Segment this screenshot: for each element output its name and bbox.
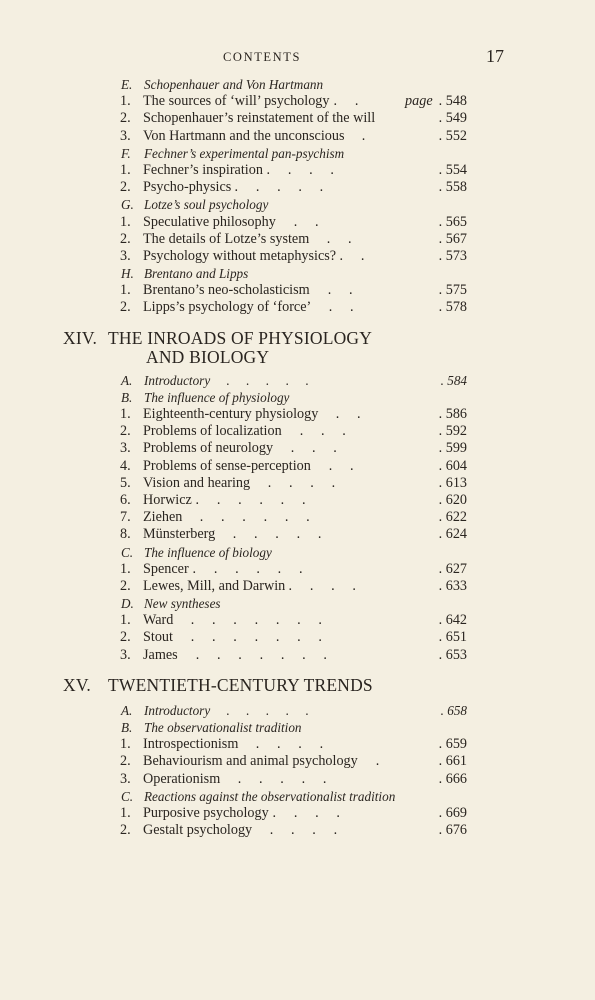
entry-title: Brentano and Lipps	[144, 266, 249, 282]
page-value: . 661	[438, 753, 467, 770]
entry-number: D.	[121, 596, 134, 612]
entry-title: Schopenhauer’s reinstatement of the will	[143, 110, 376, 127]
entry-page	[439, 282, 467, 299]
leader-dots: . .	[336, 247, 365, 264]
contents-entry	[0, 526, 595, 543]
contents-entry	[0, 629, 595, 646]
section-heading	[0, 389, 595, 406]
entry-number: 1.	[120, 282, 131, 299]
entry-number: 2.	[120, 110, 131, 127]
leader-dots: . . . . . .	[189, 560, 303, 577]
entry-number: 1.	[120, 804, 131, 821]
leader-dots: . . . .	[250, 474, 336, 491]
leader-dots: . .	[311, 457, 354, 474]
entry-title: Psychology without metaphysics?	[143, 247, 337, 264]
entry-number: B.	[121, 720, 133, 735]
leader-dots: . . .	[282, 423, 346, 440]
entry-page	[439, 248, 467, 265]
contents-entry	[0, 771, 595, 788]
leader-dots: . . . . . . .	[173, 612, 322, 629]
leader-dots: . . . .	[263, 161, 334, 178]
page-value: . 624	[438, 526, 467, 543]
leader-dots: . . . .	[238, 736, 324, 753]
leader-dots: . . . . . . .	[173, 629, 322, 646]
leader-dots: . .	[311, 299, 354, 316]
entry-title: Lipps’s psychology of ‘force’	[143, 299, 312, 316]
page-value: . 567	[438, 230, 467, 247]
leader-dots: . . . . .	[231, 179, 324, 196]
leader-dots: . . . . . . .	[178, 646, 327, 663]
entry-title: Fechner’s inspiration	[143, 161, 263, 178]
page-value: . 592	[438, 423, 467, 440]
contents-entry	[0, 822, 595, 839]
entry-title: Problems of neurology	[143, 440, 274, 457]
entry-number: B.	[121, 389, 133, 405]
entry-page	[439, 526, 467, 543]
entry-title: The observationalist tradition	[144, 720, 302, 735]
page-value: . 604	[438, 457, 467, 474]
entry-title: The details of Lotze’s system	[143, 230, 310, 247]
section-heading	[0, 76, 595, 93]
entry-title: Eighteenth-century physiology	[143, 406, 319, 422]
section-heading	[0, 719, 595, 736]
leader-dots: . . . . .	[210, 702, 309, 718]
entry-page	[439, 475, 467, 492]
entry-title: Ziehen	[143, 509, 183, 526]
entry-page	[439, 110, 467, 127]
contents-entry	[0, 647, 595, 664]
entry-page	[439, 736, 467, 753]
entry-title: Brentano’s neo-scholasticism	[143, 282, 310, 299]
entry-page	[439, 179, 467, 196]
entry-number: F.	[121, 145, 131, 161]
contents-entry	[0, 128, 595, 145]
entry-number: 1.	[120, 736, 131, 753]
page-value: . 669	[438, 804, 467, 821]
entry-title: Purposive psychology	[143, 804, 269, 821]
section-heading	[0, 145, 595, 162]
entry-title: Reactions against the observationalist tradition	[144, 788, 396, 804]
entry-number: 1.	[120, 612, 131, 629]
entry-number: C.	[121, 788, 134, 804]
contents-entry	[0, 805, 595, 822]
running-head	[0, 46, 595, 70]
entry-page	[439, 561, 467, 578]
leader-dots: . . . .	[252, 822, 338, 839]
contents-entry	[0, 736, 595, 753]
entry-title: Psycho-physics	[143, 179, 232, 196]
entry-number: 2.	[120, 179, 131, 196]
entry-title: Schopenhauer and Von Hartmann	[144, 77, 324, 92]
section-heading	[0, 788, 595, 805]
entry-title: The influence of biology	[144, 544, 272, 560]
entry-page	[439, 771, 467, 788]
contents-entry	[0, 110, 595, 127]
entry-page	[439, 231, 467, 248]
page-value: . 622	[438, 509, 467, 526]
entry-page	[439, 458, 467, 475]
page-value: . 653	[438, 646, 467, 663]
page-value: . 573	[438, 247, 467, 264]
entry-number: 2.	[120, 629, 131, 646]
entry-title: Problems of localization	[143, 423, 282, 440]
entry-page	[439, 753, 467, 770]
leader-dots: .	[358, 753, 380, 770]
entry-number: 3.	[120, 646, 131, 663]
entry-title: The influence of physiology	[144, 389, 290, 405]
entry-title: Von Hartmann and the unconscious	[143, 127, 345, 144]
entry-title: Vision and hearing	[143, 474, 251, 491]
entry-number: 2.	[120, 577, 131, 594]
entry-number: 7.	[120, 509, 131, 526]
entry-number: 2.	[120, 299, 131, 316]
contents-list	[0, 76, 595, 839]
leader-dots: . . . . .	[210, 372, 309, 388]
entry-title: Lewes, Mill, and Darwin	[143, 577, 286, 594]
leader-dots: . . . . . .	[192, 491, 306, 508]
entry-number: 1.	[120, 213, 131, 230]
entry-page	[439, 578, 467, 595]
contents-entry	[0, 475, 595, 492]
contents-entry	[0, 406, 595, 423]
chapter-number: XV.	[63, 674, 91, 695]
entry-number: 3.	[120, 247, 131, 264]
page-value: . 642	[438, 612, 467, 629]
entry-number: 1.	[120, 161, 131, 178]
entry-page	[439, 214, 467, 231]
contents-entry	[0, 282, 595, 299]
entry-number: 4.	[120, 457, 131, 474]
contents-entry	[0, 509, 595, 526]
page-value: . 659	[438, 736, 467, 753]
entry-title: Speculative philosophy	[143, 213, 276, 230]
entry-page	[439, 647, 467, 664]
entry-title: Problems of sense-perception	[143, 457, 311, 474]
contents-entry	[0, 612, 595, 629]
entry-page	[439, 822, 467, 839]
entry-title: Introspectionism	[143, 736, 239, 753]
entry-number: 8.	[120, 526, 131, 543]
page-value: . 586	[438, 406, 467, 422]
page-value: . 666	[438, 770, 467, 787]
page-label: page	[405, 93, 433, 110]
contents-entry	[0, 561, 595, 578]
entry-number: G.	[121, 197, 134, 213]
leader-dots: . .	[318, 406, 361, 422]
section-heading	[0, 544, 595, 561]
page-value: . 627	[438, 560, 467, 577]
page-value: . 584	[440, 372, 467, 388]
entry-number: 1.	[120, 406, 131, 422]
entry-title: Operationism	[143, 770, 221, 787]
leader-dots: . .	[330, 93, 359, 110]
contents-entry	[0, 578, 595, 595]
leader-dots: . . . . .	[215, 526, 322, 543]
entry-number: 5.	[120, 474, 131, 491]
entry-number: 3.	[120, 127, 131, 144]
running-title: CONTENTS	[223, 50, 302, 64]
entry-number: A.	[121, 372, 133, 388]
entry-page	[405, 93, 467, 110]
entry-number: 3.	[120, 440, 131, 457]
contents-entry	[0, 492, 595, 509]
section-heading	[0, 372, 595, 389]
contents-entry	[0, 231, 595, 248]
entry-number: C.	[121, 544, 134, 560]
entry-title: Horwicz	[143, 491, 192, 508]
page-value: . 575	[438, 282, 467, 299]
leader-dots: . . .	[273, 440, 337, 457]
leader-dots: .	[344, 127, 366, 144]
entry-page	[439, 492, 467, 509]
contents-entry	[0, 753, 595, 770]
entry-page	[439, 423, 467, 440]
entry-title: Ward	[143, 612, 174, 629]
entry-title: Introductory	[144, 372, 211, 388]
entry-page	[439, 612, 467, 629]
page-value: . 613	[438, 474, 467, 491]
entry-title: Fechner’s experimental pan-psychism	[144, 145, 345, 161]
entry-page	[439, 629, 467, 646]
page-value: . 558	[438, 179, 467, 196]
contents-entry	[0, 248, 595, 265]
entry-page	[441, 702, 467, 719]
entry-title: Gestalt psychology	[143, 822, 253, 839]
page-value: . 620	[438, 491, 467, 508]
contents-entry	[0, 179, 595, 196]
page-value: . 676	[438, 822, 467, 839]
section-heading	[0, 265, 595, 282]
entry-page	[439, 440, 467, 457]
leader-dots: . . . .	[285, 577, 356, 594]
page-value: . 565	[438, 213, 467, 230]
leader-dots: . . . . .	[220, 770, 327, 787]
section-heading	[0, 196, 595, 213]
page-value: . 548	[438, 93, 467, 110]
entry-page	[439, 128, 467, 145]
leader-dots: . .	[276, 213, 319, 230]
page-value: . 651	[438, 629, 467, 646]
entry-title: Spencer	[143, 560, 189, 577]
entry-number: 3.	[120, 770, 131, 787]
leader-dots: . . . .	[269, 804, 340, 821]
entry-number: 2.	[120, 753, 131, 770]
page-value: . 633	[438, 577, 467, 594]
entry-number: 6.	[120, 491, 131, 508]
entry-page	[439, 406, 467, 423]
entry-number: 1.	[120, 93, 131, 110]
contents-entry	[0, 458, 595, 475]
leader-dots: . .	[310, 282, 353, 299]
leader-dots: . .	[309, 230, 352, 247]
entry-page	[439, 162, 467, 179]
entry-page	[441, 372, 467, 389]
chapter-heading	[0, 329, 595, 366]
entry-page	[439, 509, 467, 526]
contents-entry	[0, 93, 595, 110]
contents-entry	[0, 423, 595, 440]
chapter-title: TWENTIETH-CENTURY TRENDS	[108, 674, 373, 695]
chapter-heading	[0, 676, 595, 696]
chapter-title: THE INROADS OF PHYSIOLOGY	[108, 327, 373, 348]
chapter-title-continued: AND BIOLOGY	[146, 346, 270, 367]
page-value: . 554	[438, 161, 467, 178]
entry-number: 2.	[120, 230, 131, 247]
entry-title: Münsterberg	[143, 526, 216, 543]
entry-number: 2.	[120, 822, 131, 839]
chapter-number: XIV.	[63, 327, 98, 348]
page-value: . 658	[440, 702, 467, 718]
entry-number: H.	[121, 266, 134, 282]
entry-number: E.	[121, 77, 133, 92]
page-number: 17	[486, 46, 504, 66]
contents-entry	[0, 214, 595, 231]
entry-page	[439, 805, 467, 822]
entry-title: Behaviourism and animal psychology	[143, 753, 358, 770]
contents-entry	[0, 440, 595, 457]
entry-page	[439, 299, 467, 316]
contents-entry	[0, 299, 595, 316]
page-value: . 578	[438, 299, 467, 316]
page-value: . 599	[438, 440, 467, 457]
entry-title: Stout	[143, 629, 173, 646]
entry-number: A.	[121, 702, 133, 718]
entry-title: The sources of ‘will’ psychology	[143, 93, 330, 110]
page-value: . 549	[438, 110, 467, 127]
section-heading	[0, 595, 595, 612]
entry-number: 2.	[120, 423, 131, 440]
entry-title: New syntheses	[144, 596, 221, 612]
leader-dots: . . . . . .	[182, 509, 310, 526]
section-heading	[0, 702, 595, 719]
entry-title: Lotze’s soul psychology	[144, 197, 269, 213]
entry-title: James	[143, 646, 178, 663]
entry-number: 1.	[120, 560, 131, 577]
contents-entry	[0, 162, 595, 179]
entry-title: Introductory	[144, 702, 211, 718]
page-value: . 552	[438, 127, 467, 144]
